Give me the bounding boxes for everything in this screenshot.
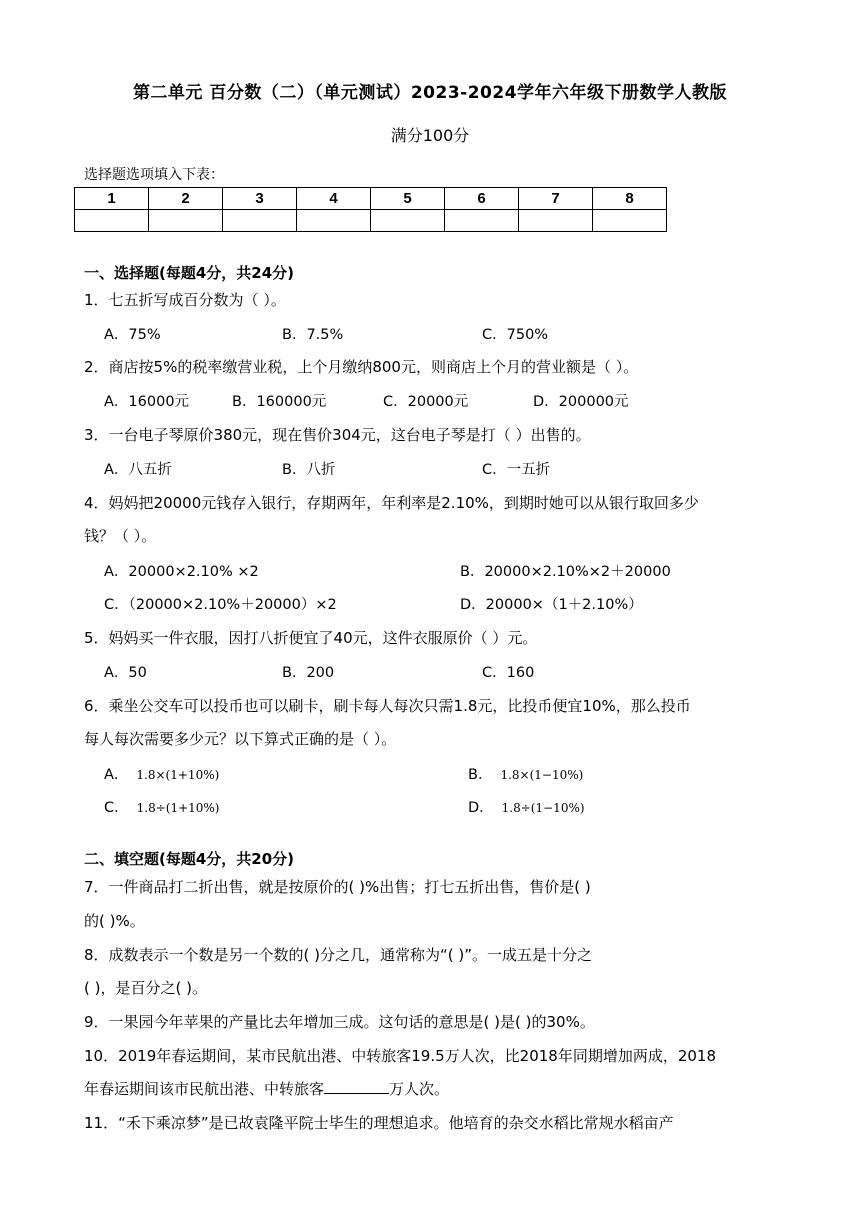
answer-cell[interactable] [519,210,593,232]
q2-option-a: A．16000元 [104,394,190,410]
answer-table-header: 6 [445,188,519,210]
q6-option-b-formula: 1.8×(1−10%) [500,768,584,782]
question-2: 2．商店按5%的税率缴营业税，上个月缴纳800元，则商店上个月的营业额是（ ）。 [84,358,639,376]
q4-option-b: B．20000×2.10%×2＋20000 [460,564,671,580]
section-heading-fill: 二、填空题(每题4分，共20分) [84,850,295,868]
question-5: 5．妈妈买一件衣服，因打八折便宜了40元，这件衣服原价（ ）元。 [84,629,538,647]
q6-option-a [104,763,219,784]
answer-cell[interactable] [149,210,223,232]
question-11: 11．“禾下乘凉梦”是已故袁隆平院士毕生的理想追求。他培育的杂交水稻比常规水稻亩产 [84,1114,674,1132]
answer-table-instruction: 选择题选项填入下表： [84,167,224,183]
q6-option-d-letter: D． [468,800,494,816]
question-7-line1: 7．一件商品打二折出售，就是按原价的( )%出售；打七五折出售，售价是( ) [84,878,591,896]
q10-text-after-blank: 万人次。 [389,1080,450,1098]
page-title: 第二单元 百分数（二）（单元测试）2023-2024学年六年级下册数学人教版 [132,83,728,103]
q6-option-b [468,763,583,784]
answer-cell[interactable] [445,210,519,232]
q4-option-a: A．20000×2.10% ×2 [104,564,259,580]
q6-option-d-formula: 1.8÷(1−10%) [501,801,585,815]
q2-option-d: D．200000元 [533,394,629,410]
question-8-line2: ( )，是百分之( )。 [84,979,207,997]
question-3: 3．一台电子琴原价380元，现在售价304元，这台电子琴是打（ ）出售的。 [84,426,591,444]
answer-cell[interactable] [297,210,371,232]
question-8-line1: 8．成数表示一个数是另一个数的( )分之几，通常称为“( )”。一成五是十分之 [84,946,593,964]
answer-table [74,187,667,232]
answer-cell[interactable] [223,210,297,232]
q1-option-b: B．7.5% [282,327,344,343]
answer-cell[interactable] [371,210,445,232]
answer-cell[interactable] [593,210,667,232]
q5-option-c: C．160 [482,665,535,681]
q2-option-c: C．20000元 [383,394,469,410]
q5-option-a: A．50 [104,665,147,681]
answer-cell[interactable] [75,210,149,232]
question-1: 1．七五折写成百分数为（ ）。 [84,291,286,309]
question-10-line1: 10．2019年春运期间，某市民航出港、中转旅客19.5万人次，比2018年同期增加两成，2018 [84,1047,717,1065]
answer-table-header: 5 [371,188,445,210]
q5-option-b: B．200 [282,665,335,681]
q6-option-d [468,796,585,817]
q4-option-d: D．20000×（1＋2.10%） [460,597,643,613]
q4-option-c: C．（20000×2.10%＋20000）×2 [104,597,337,613]
question-4-line2: 钱？（ ）。 [84,527,157,545]
q10-text-before-blank: 年春运期间该市民航出港、中转旅客 [84,1080,325,1098]
answer-table-header: 8 [593,188,667,210]
q1-option-c: C．750% [482,327,549,343]
q3-option-c: C．一五折 [482,462,551,478]
question-9: 9．一果园今年苹果的产量比去年增加三成。这句话的意思是( )是( )的30%。 [84,1013,595,1031]
q3-option-a: A．八五折 [104,462,172,478]
q6-option-c-letter: C． [104,800,129,816]
q10-answer-blank[interactable] [324,1079,389,1094]
answer-table-blank-row [75,210,667,232]
question-7-line2: 的( )%。 [84,912,145,930]
q6-option-c-formula: 1.8÷(1+10%) [136,801,220,815]
question-4-line1: 4．妈妈把20000元钱存入银行，存期两年，年利率是2.10%，到期时她可以从银行取回多少 [84,494,699,512]
question-6-line2: 每人每次需要多少元？以下算式正确的是（ ）。 [84,730,397,748]
full-score-label: 满分100分 [390,126,470,145]
answer-table-header: 2 [149,188,223,210]
question-10-line2 [84,1078,449,1099]
q2-option-b: B．160000元 [232,394,327,410]
answer-table-header: 7 [519,188,593,210]
question-6-line1: 6．乘坐公交车可以投币也可以刷卡，刷卡每人每次只需1.8元，比投币便宜10%，那么投币 [84,697,691,715]
q1-option-a: A．75% [104,327,161,343]
answer-table-header-row [75,188,667,210]
section-heading-choice: 一、选择题(每题4分，共24分) [84,264,295,282]
answer-table-header: 3 [223,188,297,210]
q6-option-a-letter: A． [104,767,129,783]
q6-option-b-letter: B． [468,767,493,783]
q3-option-b: B．八折 [282,462,336,478]
answer-table-header: 4 [297,188,371,210]
q6-option-a-formula: 1.8×(1+10%) [136,768,220,782]
q6-option-c [104,796,220,817]
answer-table-header: 1 [75,188,149,210]
